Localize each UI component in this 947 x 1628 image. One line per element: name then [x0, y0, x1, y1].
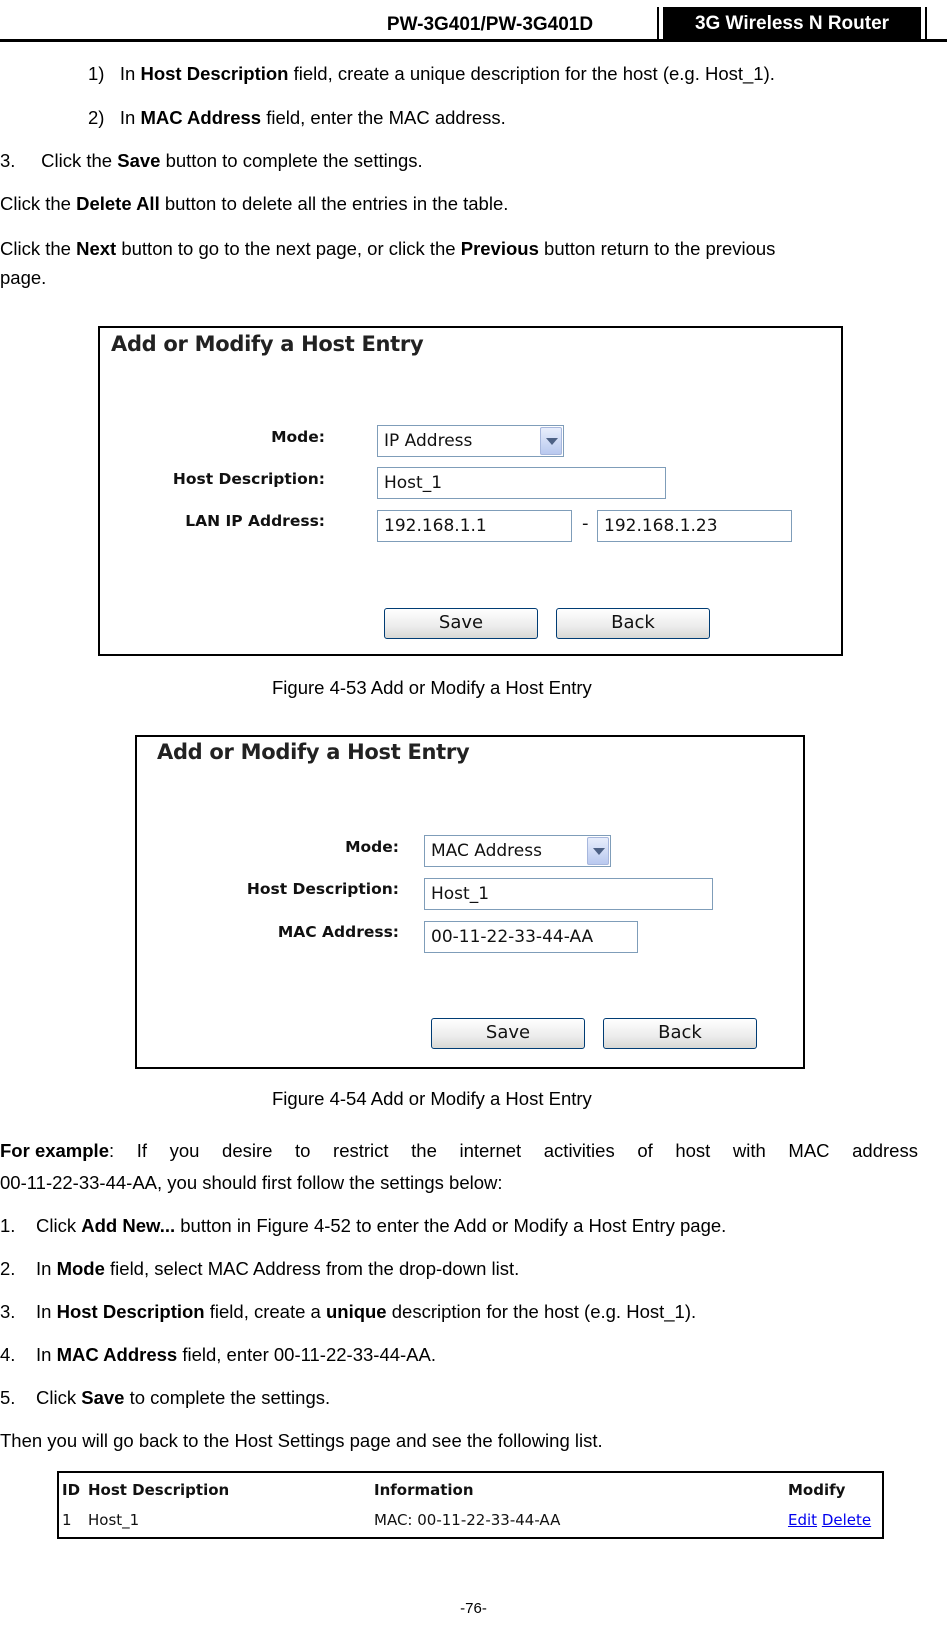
mac-address-label: MAC Address:: [277, 923, 399, 941]
step-number: 1.: [0, 1215, 16, 1236]
substep-bold: Host Description: [140, 63, 289, 84]
paragraph-text: button return to the previous: [544, 238, 776, 259]
step-number: 2.: [0, 1258, 16, 1279]
figure-mac-host-entry: [135, 735, 805, 1069]
example-word: to: [295, 1140, 311, 1161]
mac-address-input[interactable]: 00-11-22-33-44-AA: [424, 921, 638, 953]
figure-title: Add or Modify a Host Entry: [157, 740, 470, 764]
example-step-5: [0, 1386, 330, 1410]
example-lead: [0, 1139, 918, 1163]
paragraph-text: Click the: [0, 238, 71, 259]
intro-next-previous: [0, 237, 775, 261]
figure-caption-4-54: Figure 4-54 Add or Modify a Host Entry: [272, 1088, 592, 1109]
save-button[interactable]: Save: [431, 1018, 585, 1049]
paragraph-bold: Previous: [460, 238, 539, 259]
intro-delete-all: [0, 192, 508, 216]
step-text: field, enter 00-11-22-33-44-AA.: [182, 1344, 437, 1365]
header-model: PW-3G401/PW-3G401D: [386, 14, 594, 35]
table-cell-information: MAC: 00-11-22-33-44-AA: [374, 1511, 561, 1529]
table-cell-description: Host_1: [88, 1511, 140, 1529]
example-step-4: [0, 1343, 436, 1367]
substep-text: In: [119, 107, 136, 128]
table-header-id: ID: [62, 1481, 81, 1499]
example-word: internet: [459, 1140, 522, 1161]
delete-link[interactable]: Delete: [821, 1511, 872, 1529]
step-bold: unique: [325, 1301, 387, 1322]
step-text: field, select MAC Address from the drop-down list.: [110, 1258, 520, 1279]
intro-substep-1: [88, 62, 775, 86]
chevron-down-icon[interactable]: [540, 427, 562, 455]
table-header-modify: Modify: [788, 1481, 846, 1499]
step-bold: Save: [81, 1387, 125, 1408]
step-number: 3.: [0, 150, 16, 171]
example-word: desire: [222, 1140, 273, 1161]
substep-number: 1): [88, 63, 105, 84]
example-word: MAC: [788, 1140, 830, 1161]
step-number: 3.: [0, 1301, 16, 1322]
step-text: Click: [36, 1387, 77, 1408]
intro-next-previous-line2: page.: [0, 267, 47, 288]
substep-text: field, enter the MAC address.: [266, 107, 506, 128]
host-description-input[interactable]: Host_1: [377, 467, 666, 499]
paragraph-bold: Delete All: [76, 193, 160, 214]
example-word: :: [109, 1140, 115, 1161]
step-bold: Save: [117, 150, 161, 171]
step-text: Click the: [41, 150, 113, 171]
back-button[interactable]: Back: [556, 608, 710, 639]
table-header-information: Information: [374, 1481, 474, 1499]
mode-label: Mode:: [345, 838, 399, 856]
mode-select[interactable]: [424, 835, 611, 867]
ip-range-separator: -: [582, 513, 589, 534]
example-word: host: [675, 1140, 711, 1161]
substep-text: field, create a unique description for the host (e.g. Host_1).: [293, 63, 775, 84]
lan-ip-start-input[interactable]: 192.168.1.1: [377, 510, 572, 542]
mode-label: Mode:: [271, 428, 325, 446]
step-bold: MAC Address: [56, 1344, 178, 1365]
example-word: If: [136, 1140, 148, 1161]
example-step-3: [0, 1300, 696, 1324]
page-number: -76-: [460, 1600, 487, 1617]
lan-ip-end-input[interactable]: 192.168.1.23: [597, 510, 792, 542]
step-text: button in Figure 4-52 to enter the Add or Modify a Host Entry page.: [180, 1215, 727, 1236]
host-description-input[interactable]: Host_1: [424, 878, 713, 910]
step-text: field, create a: [209, 1301, 321, 1322]
example-lead-line2: 00-11-22-33-44-AA, you should first follow the settings below:: [0, 1172, 503, 1193]
back-button[interactable]: Back: [603, 1018, 757, 1049]
host-description-label: Host Description:: [246, 880, 399, 898]
paragraph-text: Click the: [0, 193, 71, 214]
paragraph-text: button to delete all the entries in the table.: [164, 193, 509, 214]
example-word: address: [852, 1140, 918, 1161]
substep-bold: MAC Address: [140, 107, 262, 128]
chevron-down-icon[interactable]: [587, 837, 609, 865]
step-text: Click: [36, 1215, 77, 1236]
save-button[interactable]: Save: [384, 608, 538, 639]
example-word: of: [637, 1140, 653, 1161]
step-bold: Mode: [56, 1258, 105, 1279]
intro-step-3: [0, 149, 423, 173]
step-number: 5.: [0, 1387, 16, 1408]
step-bold: Add New...: [81, 1215, 176, 1236]
header-product-tab: 3G Wireless N Router: [657, 7, 927, 41]
example-step-2: [0, 1257, 519, 1281]
step-text: to complete the settings.: [129, 1387, 331, 1408]
step-text: description for the host (e.g. Host_1).: [391, 1301, 697, 1322]
table-header-description: Host Description: [88, 1481, 230, 1499]
step-text: In: [36, 1344, 52, 1365]
mode-select-value: MAC Address: [431, 841, 542, 861]
paragraph-bold: Next: [76, 238, 117, 259]
step-text: button to complete the settings.: [165, 150, 423, 171]
step-bold: Host Description: [56, 1301, 205, 1322]
lan-ip-label: LAN IP Address:: [185, 512, 325, 530]
example-step-1: [0, 1214, 726, 1238]
edit-link[interactable]: Edit: [788, 1511, 818, 1529]
paragraph-text: button to go to the next page, or click the: [121, 238, 456, 259]
step-text: In: [36, 1258, 52, 1279]
mode-select[interactable]: [377, 425, 564, 457]
substep-number: 2): [88, 107, 105, 128]
step-number: 4.: [0, 1344, 16, 1365]
example-word: restrict: [333, 1140, 389, 1161]
table-cell-modify: [788, 1511, 871, 1529]
example-word: activities: [543, 1140, 615, 1161]
table-cell-id: 1: [62, 1511, 72, 1529]
substep-text: In: [119, 63, 136, 84]
step-text: In: [36, 1301, 52, 1322]
host-settings-table: [57, 1471, 884, 1539]
figure-caption-4-53: Figure 4-53 Add or Modify a Host Entry: [272, 677, 592, 698]
example-then: Then you will go back to the Host Settings page and see the following list.: [0, 1430, 603, 1451]
intro-substep-2: [88, 106, 506, 130]
example-bold: For example: [0, 1140, 109, 1161]
figure-ip-host-entry: [98, 326, 843, 656]
host-description-label: Host Description:: [172, 470, 325, 488]
header-rule: [0, 39, 947, 42]
mode-select-value: IP Address: [384, 431, 473, 451]
figure-title: Add or Modify a Host Entry: [111, 332, 424, 356]
example-word: the: [411, 1140, 437, 1161]
example-word: with: [732, 1140, 766, 1161]
example-word: you: [169, 1140, 200, 1161]
